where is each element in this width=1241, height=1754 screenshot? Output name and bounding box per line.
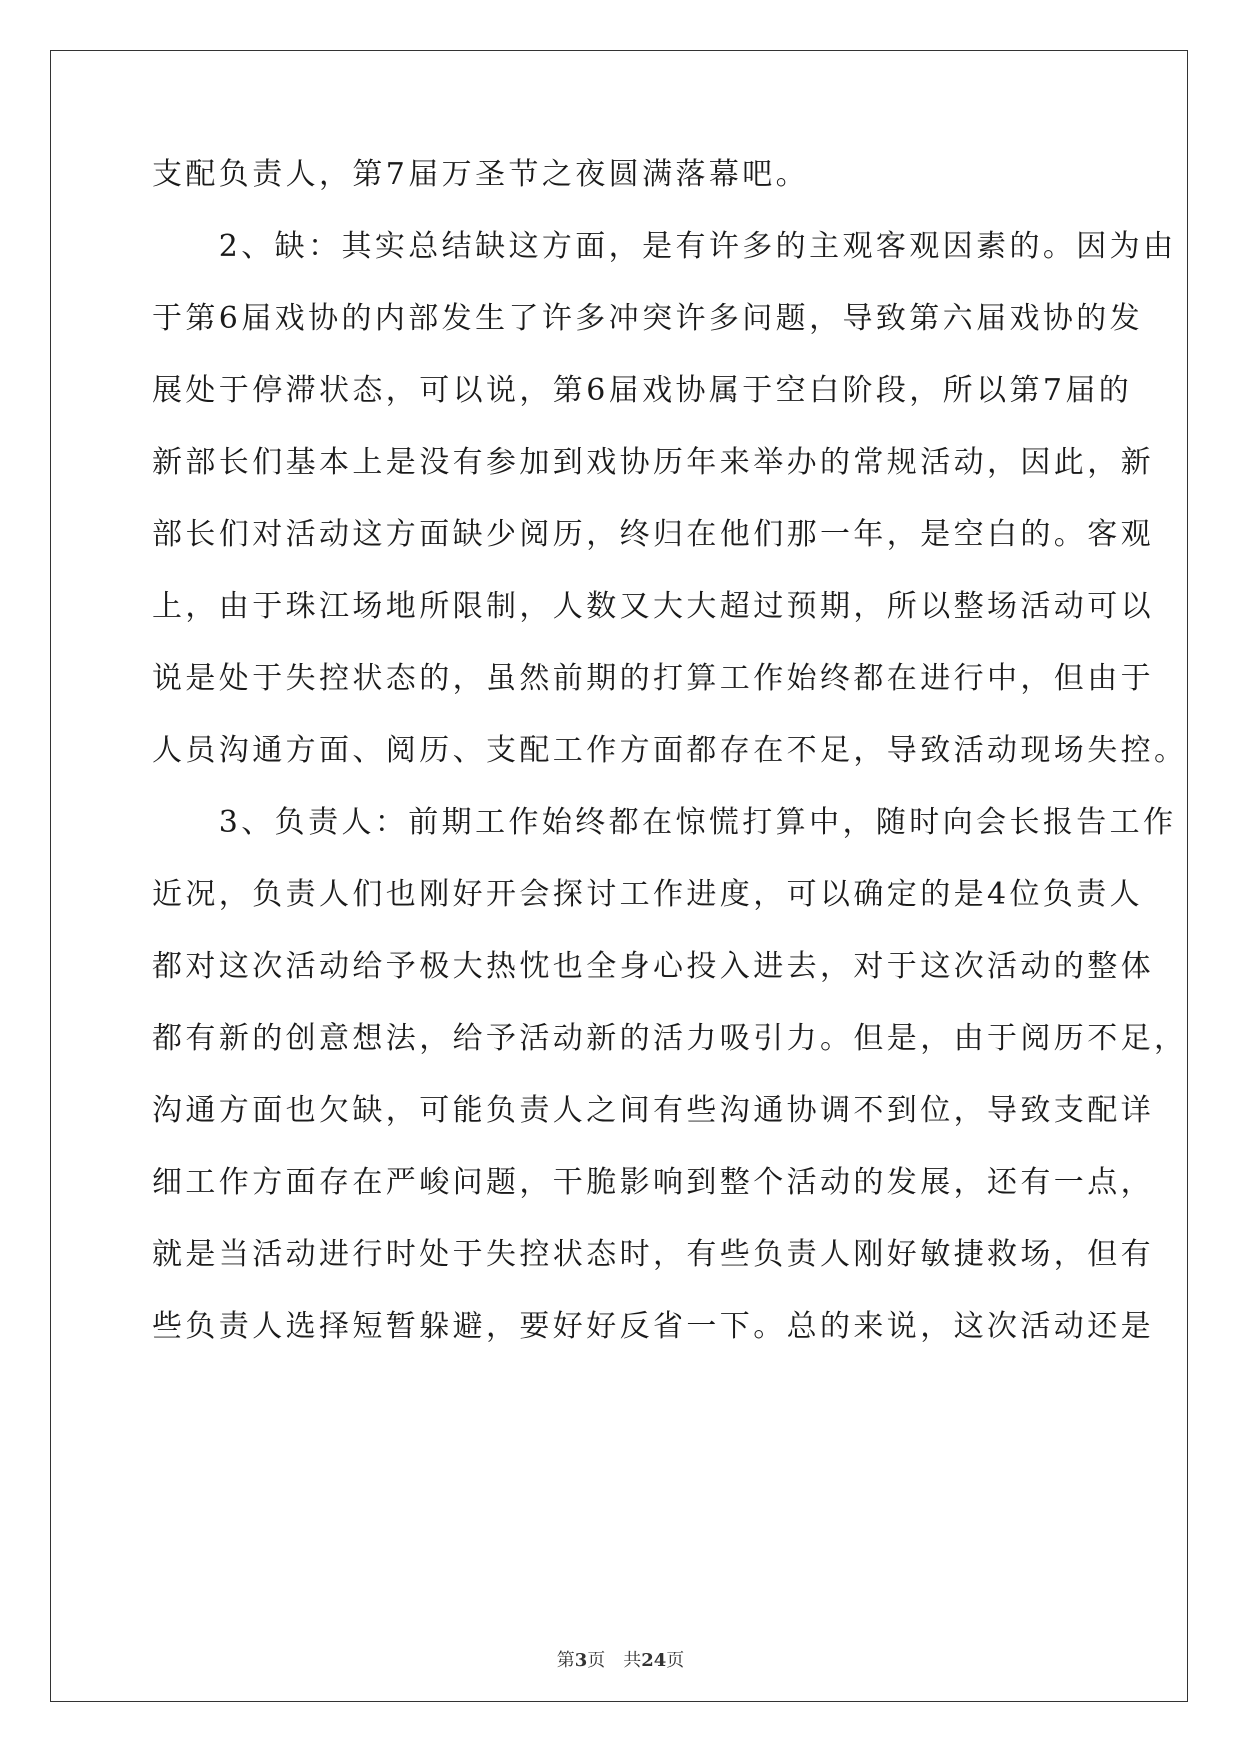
text-line: 沟通方面也欠缺，可能负责人之间有些沟通协调不到位，导致支配详 bbox=[152, 1093, 1154, 1128]
page-number-footer bbox=[0, 1646, 1241, 1672]
text-line: 2、缺：其实总结缺这方面，是有许多的主观客观因素的。因为由 bbox=[152, 229, 1177, 264]
text-line: 说是处于失控状态的，虽然前期的打算工作始终都在进行中，但由于 bbox=[152, 661, 1154, 696]
text-line: 部长们对活动这方面缺少阅历，终归在他们那一年，是空白的。客观 bbox=[152, 517, 1154, 552]
page-prefix: 第 bbox=[556, 1650, 575, 1671]
text-line: 展处于停滞状态，可以说，第6届戏协属于空白阶段，所以第7届的 bbox=[152, 373, 1133, 408]
page-mid: 页 共 bbox=[587, 1650, 642, 1671]
text-line: 新部长们基本上是没有参加到戏协历年来举办的常规活动，因此，新 bbox=[152, 445, 1154, 480]
text-line: 上，由于珠江场地所限制，人数又大大超过预期，所以整场活动可以 bbox=[152, 589, 1154, 624]
text-line: 支配负责人，第7届万圣节之夜圆满落幕吧。 bbox=[152, 157, 810, 192]
text-line: 近况，负责人们也刚好开会探讨工作进度，可以确定的是4位负责人 bbox=[152, 877, 1144, 912]
text-line: 人员沟通方面、阅历、支配工作方面都存在不足，导致活动现场失控。 bbox=[152, 733, 1188, 768]
page-suffix: 页 bbox=[666, 1650, 685, 1671]
text-line: 些负责人选择短暂躲避，要好好反省一下。总的来说，这次活动还是 bbox=[152, 1309, 1154, 1344]
current-page: 3 bbox=[574, 1650, 588, 1671]
text-line: 就是当活动进行时处于失控状态时，有些负责人刚好敏捷救场，但有 bbox=[152, 1237, 1154, 1272]
text-line: 于第6届戏协的内部发生了许多冲突许多问题，导致第六届戏协的发 bbox=[152, 301, 1144, 336]
total-pages: 24 bbox=[641, 1650, 667, 1671]
text-line: 3、负责人：前期工作始终都在惊慌打算中，随时向会长报告工作 bbox=[152, 805, 1177, 840]
text-line: 都对这次活动给予极大热忱也全身心投入进去，对于这次活动的整体 bbox=[152, 949, 1154, 984]
text-line: 细工作方面存在严峻问题，干脆影响到整个活动的发展，还有一点， bbox=[152, 1165, 1154, 1200]
text-line: 都有新的创意想法，给予活动新的活力吸引力。但是，由于阅历不足， bbox=[152, 1021, 1188, 1056]
